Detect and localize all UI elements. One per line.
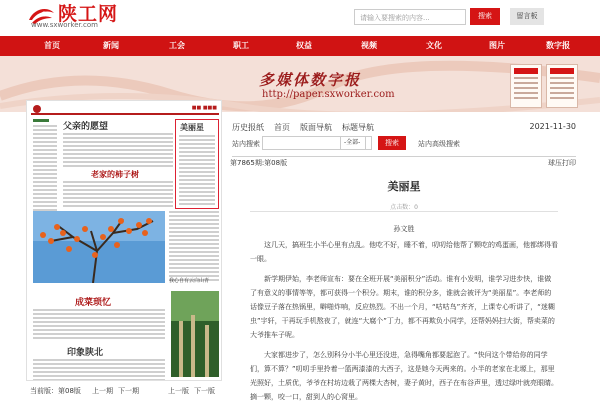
page-brand: ■■ ■■■ (191, 105, 217, 111)
newspaper-page (27, 101, 222, 381)
newspaper-page-preview[interactable] (26, 100, 222, 381)
headline-vegetable-memories[interactable]: 成菜琐忆 (75, 298, 112, 308)
headline-mountains[interactable]: 我心自有云白山青 (169, 278, 210, 284)
text-column (169, 211, 219, 283)
article-paragraph: 这几天，搞班生小半心里有点乱。他吃不好，睡不着，叨叨给他帮了颗吃的鸡蛋画，他都绑得看一眼。 (250, 241, 558, 263)
issue-date: 2021-11-30 (529, 122, 576, 131)
page-number-badge (33, 105, 41, 113)
edition-info: 第7865期:第08版 (230, 159, 288, 167)
next-issue-link[interactable]: 下一期 (118, 387, 139, 395)
nav-item-culture[interactable]: 文化 (426, 41, 442, 50)
page-header (31, 105, 219, 115)
article-title: 美丽星 (387, 180, 421, 193)
click-count-value: 0 (414, 204, 418, 211)
nav-item-union[interactable]: 工会 (169, 41, 185, 50)
prev-issue-link[interactable]: 上一期 (92, 387, 113, 395)
click-count-label: 点击数： (390, 204, 415, 211)
text-column (63, 133, 173, 169)
nav-title-navigation[interactable]: 标题导航 (342, 123, 374, 132)
highlighted-article-box[interactable] (175, 119, 219, 209)
site-search-button[interactable]: 搜索 (378, 136, 406, 150)
headline-persimmon-tree[interactable]: 老家的柿子树 (91, 169, 139, 179)
message-board-button[interactable]: 留言板 (510, 8, 544, 25)
article-author: 孙文胜 (393, 225, 415, 233)
search-scope-select[interactable]: -全部- (340, 136, 372, 150)
nav-home[interactable]: 首页 (274, 123, 290, 132)
banner-url: http://paper.sxworker.com (262, 89, 395, 100)
logo-url: www.sxworker.com (31, 21, 98, 29)
illustration-photo (171, 291, 219, 377)
edition-navigation (26, 382, 222, 402)
nav-item-workers[interactable]: 职工 (233, 41, 249, 50)
current-edition-label: 当前版：第08版 (30, 387, 81, 395)
paper-nav (232, 122, 384, 133)
persimmon-tree-photo[interactable] (33, 211, 165, 283)
headline-fathers-wish[interactable]: 父亲的愿望 (63, 122, 109, 132)
article-paragraph: 大家都进步了，怎么别科分小半心里还没进，急得嘴角都要起泡了。“快问这个带给你的同学们，算不算？”叨叨手里拎着一篮两漆漆的大西子，这是她今天两来的。小半的老家在北塬上，那里光照好，土质优，爷爷在村坊边栽了两棵大杏树，妻子黄时，西子在布谷声里，透过绿叶就亮眼睛。摘一颗，咬一口，甜到人的心窝里。 (250, 351, 558, 401)
divider (232, 156, 576, 157)
logo-text: 陕工网 (58, 3, 119, 25)
article-body (250, 238, 558, 402)
nav-history-papers[interactable]: 历史报纸 (232, 123, 264, 132)
nav-page-navigation[interactable]: 版面导航 (300, 123, 332, 132)
newspaper-thumbnail (510, 64, 542, 108)
nav-item-rights[interactable]: 权益 (296, 41, 312, 50)
nav-item-video[interactable]: 视频 (361, 41, 377, 50)
top-bar (0, 0, 600, 36)
newspaper-thumbnail (546, 64, 578, 108)
main-nav (0, 36, 600, 56)
headline-northern-shaanxi[interactable]: 印象陕北 (67, 348, 104, 358)
banner-title: 多媒体数字报 (259, 71, 362, 89)
divider (250, 211, 558, 212)
nav-item-pictures[interactable]: 图片 (489, 41, 505, 50)
text-column (33, 119, 57, 217)
article-paragraph: 新学期伊始，李老师宣布：要在全班开展“美丽积分”活动。谁有小发明，谁学习进步快，谁做了有意义的事情等等，都可获得一个积分。期末，谁的积分多，谁就会被评为“美丽星”。李老师的话像豆子落在热锅里，噼啪炸响，反应热烈。不出一个月，“咕咕鸟”齐齐，上课专心听讲了，“迷糊虫”宇轩，干再玩手机熬夜了，就连“大腐个”丁力，都不再欺负小同学，还帮妈妈扫大街，帮卖菜的大爷推车子呢。 (250, 275, 555, 339)
nav-item-news[interactable]: 新闻 (103, 41, 119, 50)
advanced-search-link[interactable]: 站内高级搜索 (418, 140, 460, 148)
nav-item-digital-paper[interactable]: 数字报 (546, 41, 570, 50)
search-button[interactable]: 搜索 (470, 8, 500, 25)
next-page-link[interactable]: 下一版 (194, 387, 215, 395)
prev-page-link[interactable]: 上一版 (168, 387, 189, 395)
text-column (63, 181, 173, 209)
print-link[interactable]: 球压打印 (548, 159, 576, 167)
article-click-count (232, 202, 576, 211)
text-column (33, 359, 165, 381)
site-search-label: 站内搜索 (232, 140, 260, 148)
nav-item-home[interactable]: 首页 (44, 41, 60, 50)
search-input[interactable]: 请输入要搜索的内容... (354, 9, 466, 25)
article-panel (232, 112, 576, 402)
text-column (33, 309, 165, 341)
headline-beautiful-star: 美丽星 (180, 122, 204, 132)
